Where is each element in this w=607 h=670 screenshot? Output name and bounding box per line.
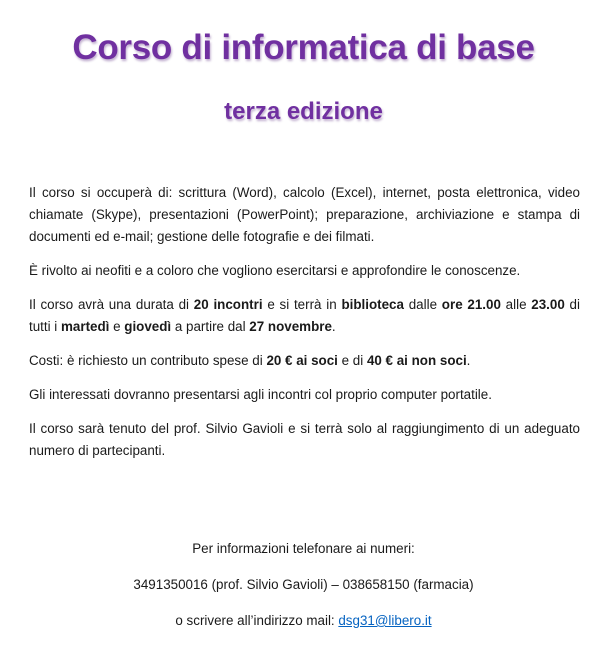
contacts-info-line: Per informazioni telefonare ai numeri:: [192, 541, 415, 556]
schedule-text: a partire dal: [171, 319, 250, 334]
schedule-text: e si terrà in: [262, 297, 342, 312]
schedule-text: .: [331, 319, 336, 334]
document-body: [29, 182, 580, 474]
paragraph-teacher: Il corso sarà tenuto del prof. Silvio Gavioli e si terrà solo al raggiungimento di un adeguato numero di partecipanti.: [29, 421, 580, 458]
email-link[interactable]: dsg31@libero.it: [338, 613, 432, 628]
schedule-text: dalle: [403, 297, 442, 312]
paragraph-requirements: Gli interessati dovranno presentarsi agli incontri col proprio computer portatile.: [29, 387, 492, 402]
schedule-text: Il corso avrà una durata di: [29, 297, 194, 312]
schedule-text: alle: [500, 297, 532, 312]
contacts-phones-line: 3491350016 (prof. Silvio Gavioli) – 038658150 (farmacia): [133, 577, 474, 592]
schedule-day-thursday: giovedì: [124, 319, 172, 334]
schedule-start-date: 27 novembre: [249, 319, 332, 334]
email-prefix: o scrivere all’indirizzo mail:: [175, 613, 339, 628]
paragraph-audience: È rivolto ai neofiti e a coloro che vogliono esercitarsi e approfondire le conoscenze.: [29, 263, 521, 278]
schedule-text: di tutti i: [29, 297, 580, 334]
page-subtitle: terza edizione: [224, 98, 383, 125]
page-title: Corso di informatica di base: [72, 28, 535, 67]
costs-text: e di: [337, 353, 367, 368]
schedule-text: e: [109, 319, 125, 334]
cost-non-members: 40 € ai non soci: [366, 353, 467, 368]
contacts-section: [0, 538, 607, 632]
costs-text: .: [466, 353, 471, 368]
paragraph-topics: Il corso si occuperà di: scrittura (Word), calcolo (Excel), internet, posta elettronica, video chiamate (Skype), presentazioni (PowerPoint); preparazione, archiviazione e stampa di documenti ed e-mail; gestione delle fotografie e dei filmati.: [29, 185, 580, 244]
schedule-start-time: ore 21.00: [441, 297, 501, 312]
schedule-sessions: 20 incontri: [193, 297, 263, 312]
costs-text: Costi: è richiesto un contributo spese di: [29, 353, 267, 368]
schedule-location: biblioteca: [341, 297, 404, 312]
contacts-email-line: [0, 610, 607, 632]
schedule-end-time: 23.00: [531, 297, 565, 312]
paragraph-costs: [29, 350, 580, 372]
cost-members: 20 € ai soci: [266, 353, 338, 368]
paragraph-schedule: [29, 294, 580, 338]
schedule-day-tuesday: martedì: [61, 319, 110, 334]
